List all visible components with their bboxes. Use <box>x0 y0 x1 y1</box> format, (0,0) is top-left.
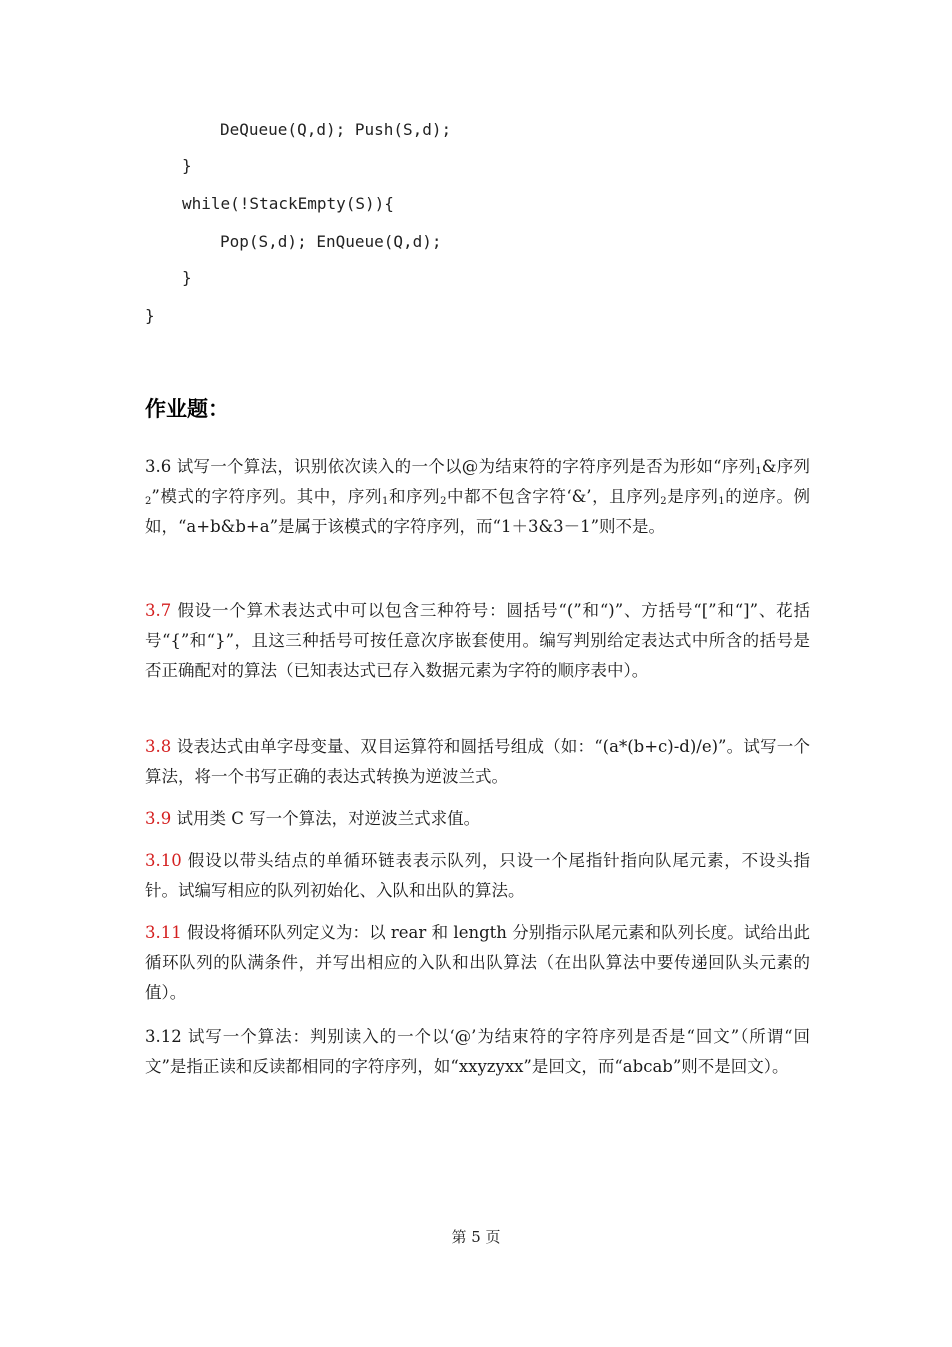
problem-number: 3.10 <box>145 851 182 870</box>
problem-3-6: 3.6 试写一个算法，识别依次读入的一个以@为结束符的字符序列是否为形如“序列$_1$&序列$_2$”模式的字符序列。其中，序列$_1$和序列$_2$中都不包含字符‘&’，且序列$_2$是序列$_1$的逆序。例如，“a+b&b+a”是属于该模式的字符序列，而“1＋3&3－1”则不是。 <box>145 457 811 536</box>
problem-3-7: 3.7 假设一个算术表达式中可以包含三种符号：圆括号“(”和“)”、方括号“[”和“]”、花括号“{”和“}”，且这三种括号可按任意次序嵌套使用。编写判别给定表达式中所含的括号是否正确配对的算法（已知表达式已存入数据元素为字符的顺序表中）。 <box>145 601 810 680</box>
problem-number: 3.9 <box>145 809 172 828</box>
problem-3-8: 3.8 设表达式由单字母变量、双目运算符和圆括号组成（如：“(a*(b+c)-d)/e)”。试写一个算法，将一个书写正确的表达式转换为逆波兰式。 <box>145 737 810 786</box>
problem-3-12: 3.12 试写一个算法：判别读入的一个以‘@’为结束符的字符序列是否是“回文”（所谓“回文”是指正读和反读都相同的字符序列，如“xxyzyxx”是回文，而“abcab”则不是回文）。 <box>145 1027 810 1076</box>
problem-number: 3.12 <box>145 1027 182 1046</box>
code-line: DeQueue(Q,d); Push(S,d); <box>220 120 452 139</box>
code-line: } <box>182 156 192 175</box>
code-line: } <box>145 306 155 325</box>
problem-number: 3.11 <box>145 923 182 942</box>
problem-number: 3.8 <box>145 737 172 756</box>
section-heading: 作业题： <box>145 397 229 421</box>
problem-number: 3.6 <box>145 457 172 476</box>
problem-3-9: 3.9 试用类 C 写一个算法，对逆波兰式求值。 <box>145 809 481 828</box>
code-line: Pop(S,d); EnQueue(Q,d); <box>220 232 442 251</box>
problem-3-10: 3.10 假设以带头结点的单循环链表表示队列，只设一个尾指针指向队尾元素，不设头指针。试编写相应的队列初始化、入队和出队的算法。 <box>145 851 810 900</box>
problem-number: 3.7 <box>145 601 172 620</box>
code-block <box>0 0 952 325</box>
code-line: while(!StackEmpty(S)){ <box>182 194 394 213</box>
page-footer: 第 5 页 <box>451 1228 501 1246</box>
code-line: } <box>182 268 192 287</box>
problem-3-11: 3.11 假设将循环队列定义为：以 rear 和 length 分别指示队尾元素和队列长度。试给出此循环队列的队满条件，并写出相应的入队和出队算法（在出队算法中要传递回队头元素的值）。 <box>145 923 810 1002</box>
